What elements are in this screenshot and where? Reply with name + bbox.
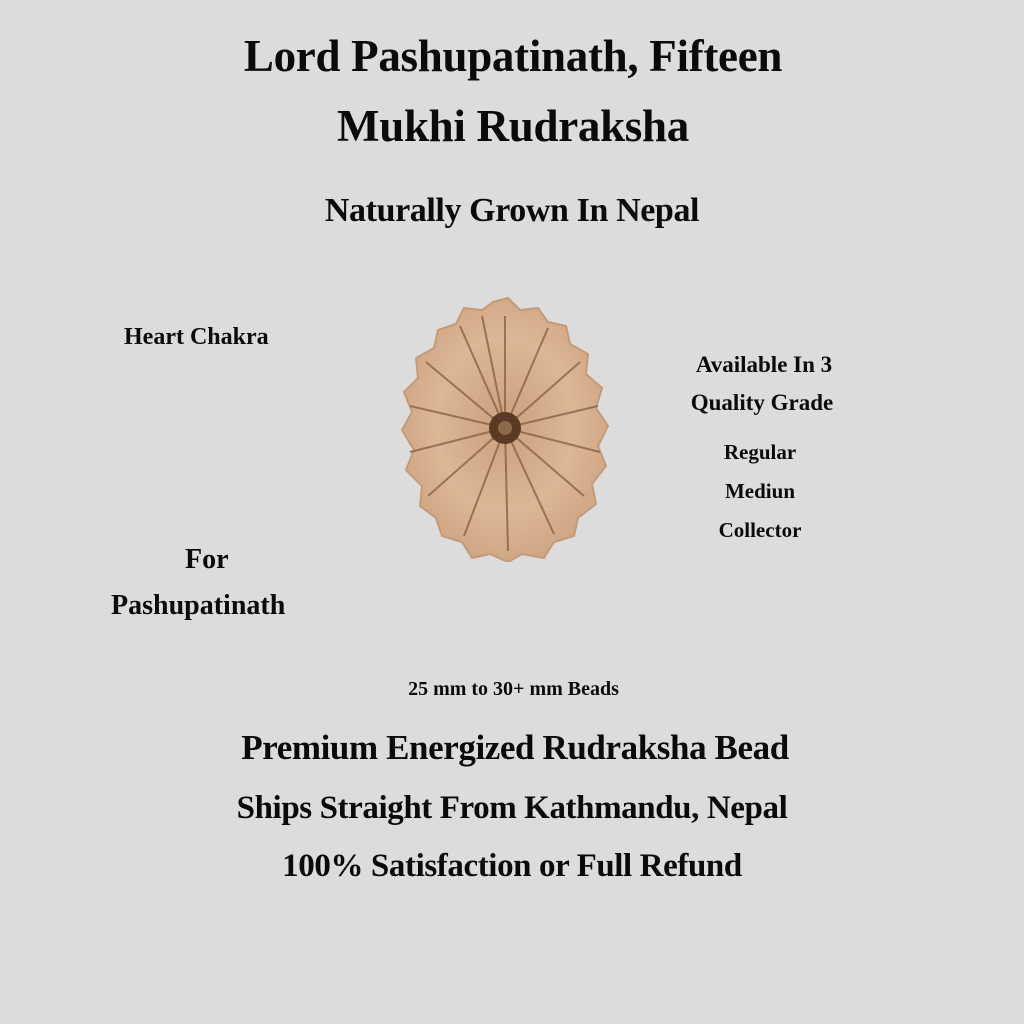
refund-label: 100% Satisfaction or Full Refund <box>282 848 742 884</box>
deity-label: Pashupatinath <box>111 590 286 621</box>
availability-line-1: Available In 3 <box>695 352 833 377</box>
grade-medium: Mediun <box>724 479 795 503</box>
availability-line-2: Quality Grade <box>690 390 834 415</box>
premium-label: Premium Energized Rudraksha Bead <box>241 728 789 767</box>
grade-collector: Collector <box>718 518 802 542</box>
subtitle: Naturally Grown In Nepal <box>324 192 700 229</box>
title-line-1: Lord Pashupatinath, Fifteen <box>243 31 783 81</box>
shipping-label: Ships Straight From Kathmandu, Nepal <box>236 790 788 826</box>
rudraksha-bead-image <box>398 296 612 562</box>
grade-regular: Regular <box>723 440 797 464</box>
bead-size: 25 mm to 30+ mm Beads <box>408 678 619 700</box>
for-label: For <box>185 544 229 575</box>
title-line-2: Mukhi Rudraksha <box>337 101 689 151</box>
chakra-label: Heart Chakra <box>124 324 269 350</box>
